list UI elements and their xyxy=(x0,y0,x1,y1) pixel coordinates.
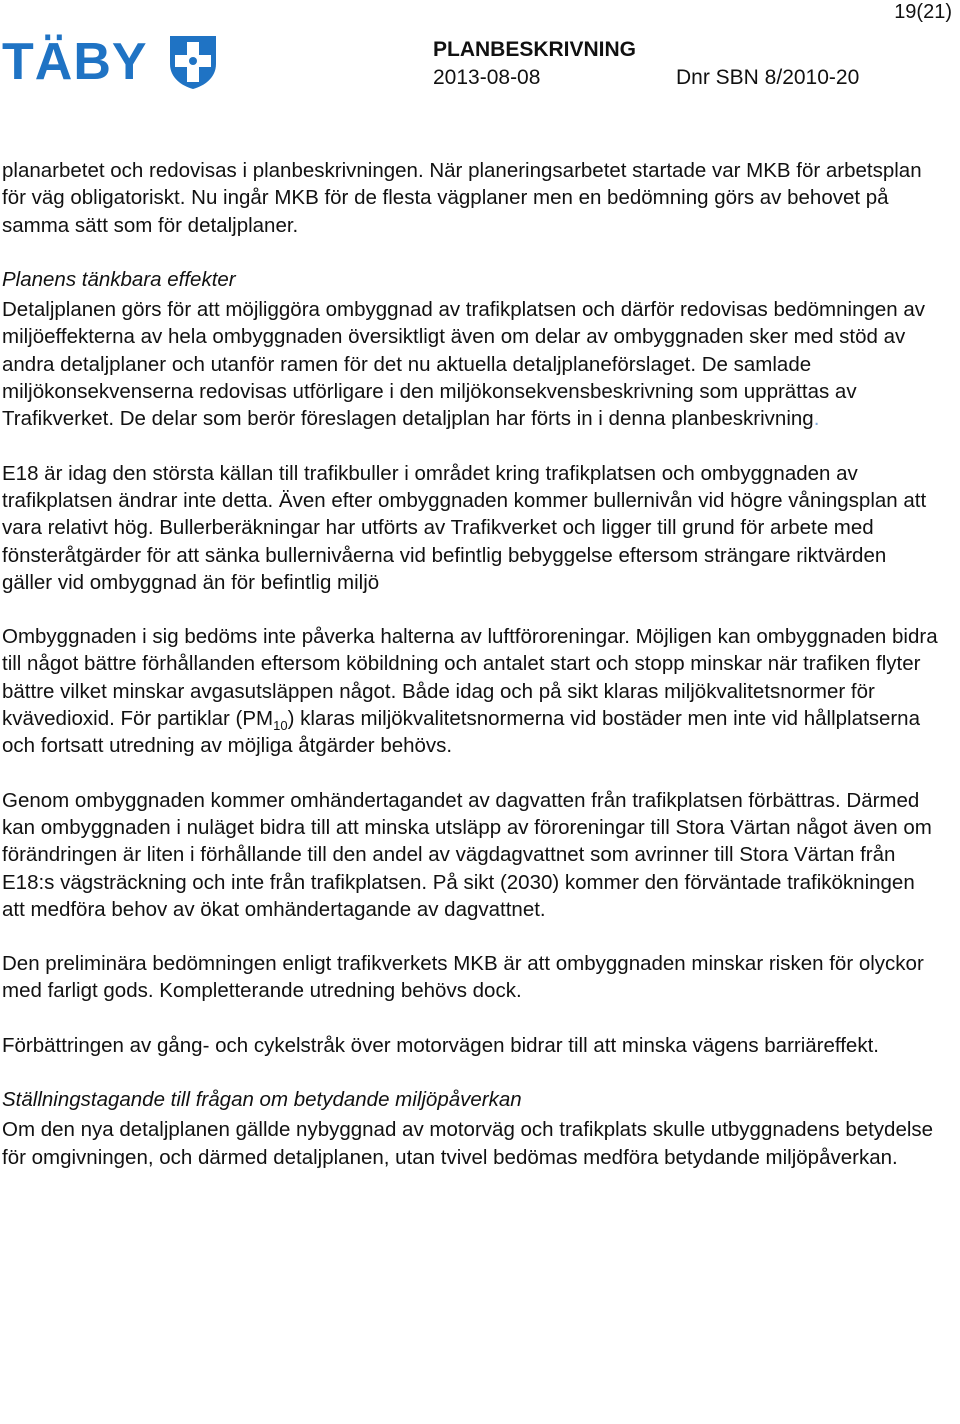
document-reference: Dnr SBN 8/2010-20 xyxy=(676,66,860,89)
document-date: 2013-08-08 xyxy=(433,66,541,89)
paragraph-air-quality-part2: ) klaras miljökvalitetsnormerna vid bostäder men inte vid hållplatserna och fortsatt utredning av möjliga åtgärder behövs. xyxy=(2,707,920,758)
paragraph-air-quality xyxy=(2,623,942,759)
page-number: 19(21) xyxy=(894,1,952,23)
paragraph-stormwater: Genom ombyggnaden kommer omhändertagandet av dagvatten från trafikplatsen förbättras. Därmed kan ombyggnaden i nuläget bidra till att minska utsläpp av föroreningar till Stora Värtan något även om förändringen är liten i förhållande till den andel av vägdagvattnet som avrinner till Stora Värtan från E18:s vägsträckning och inte från trafikplatsen. På sikt (2030) kommer den förväntade trafikökningen att medföra behov av ökat omhändertagande av dagvattnet. xyxy=(2,788,932,921)
paragraph-plan-effects-text: Detaljplanen görs för att möjliggöra ombyggnad av trafikplatsen och därför redovisas bedömningen av miljöeffekterna av hela ombyggnaden översiktligt även om delar av ombyggnaden sker med stöd av andra detaljplaner och utanför ramen för det nu aktuella detaljplaneförslaget. De samlade miljökonsekvenserna redovisas utförligare i den miljökonsekvensbeskrivning som upprättas av Trafikverket. De delar som berör föreslagen detaljplan har förts in i denna planbeskrivning xyxy=(2,298,926,431)
heading-plan-effects: Planens tänkbara effekter xyxy=(2,267,236,291)
paragraph-trailing-period: . xyxy=(813,407,820,431)
taby-logo xyxy=(2,34,218,90)
logo-wordmark: TÄBY xyxy=(2,33,148,91)
paragraph-intro: planarbetet och redovisas i planbeskrivningen. När planeringsarbetet startade var MKB för arbetsplan för väg obligatoriskt. Nu ingår MKB för de flesta vägplaner men en bedömning görs av behovet på samma sätt som för detaljplaner. xyxy=(2,159,922,237)
shield-cross-icon xyxy=(168,34,218,90)
document-body xyxy=(2,157,942,1198)
paragraph-noise: E18 är idag den största källan till trafikbuller i området kring trafikplatsen och ombyggnaden av trafikplatsen ändrar inte detta. Även efter ombyggnaden kommer bullernivån vid högre våningsplan att vara relativt hög. Bullerberäkningar har utförts av Trafikverket och ligger till grund för arbete med fönsteråtgärder för att sänka bullernivåerna vid befintlig bebyggelse eftersom strängare riktvärden gäller vid ombyggnad än för befintlig miljö xyxy=(2,461,927,594)
paragraph-barrier-effect: Förbättringen av gång- och cykelstråk över motorvägen bidrar till att minska vägens barriäreffekt. xyxy=(2,1033,879,1057)
heading-environmental-impact: Ställningstagande till frågan om betydande miljöpåverkan xyxy=(2,1088,522,1112)
paragraph-plan-effects xyxy=(2,296,942,432)
paragraph-environmental-impact: Om den nya detaljplanen gällde nybyggnad av motorväg och trafikplats skulle utbyggnadens betydelse för omgivningen, och därmed detaljplanen, utan tvivel bedömas medföra betydande miljöpåverkan. xyxy=(2,1118,934,1169)
paragraph-air-quality-part1: Ombyggnaden i sig bedöms inte påverka halterna av luftföroreningar. Möjligen kan ombyggnaden bidra till något bättre förhållanden eftersom köbildning och antalet start och stopp minskar när trafiken flyter bättre vilket minskar avgasutsläppen något. Både idag och på sikt klaras miljökvalitetsnormer för kvävedioxid. För partiklar (PM xyxy=(2,625,938,731)
pm-subscript: 10 xyxy=(273,718,288,734)
paragraph-hazardous-goods: Den preliminära bedömningen enligt trafikverkets MKB är att ombyggnaden minskar risken för olyckor med farligt gods. Kompletterande utredning behövs dock. xyxy=(2,952,924,1003)
document-type: PLANBESKRIVNING xyxy=(433,38,637,61)
